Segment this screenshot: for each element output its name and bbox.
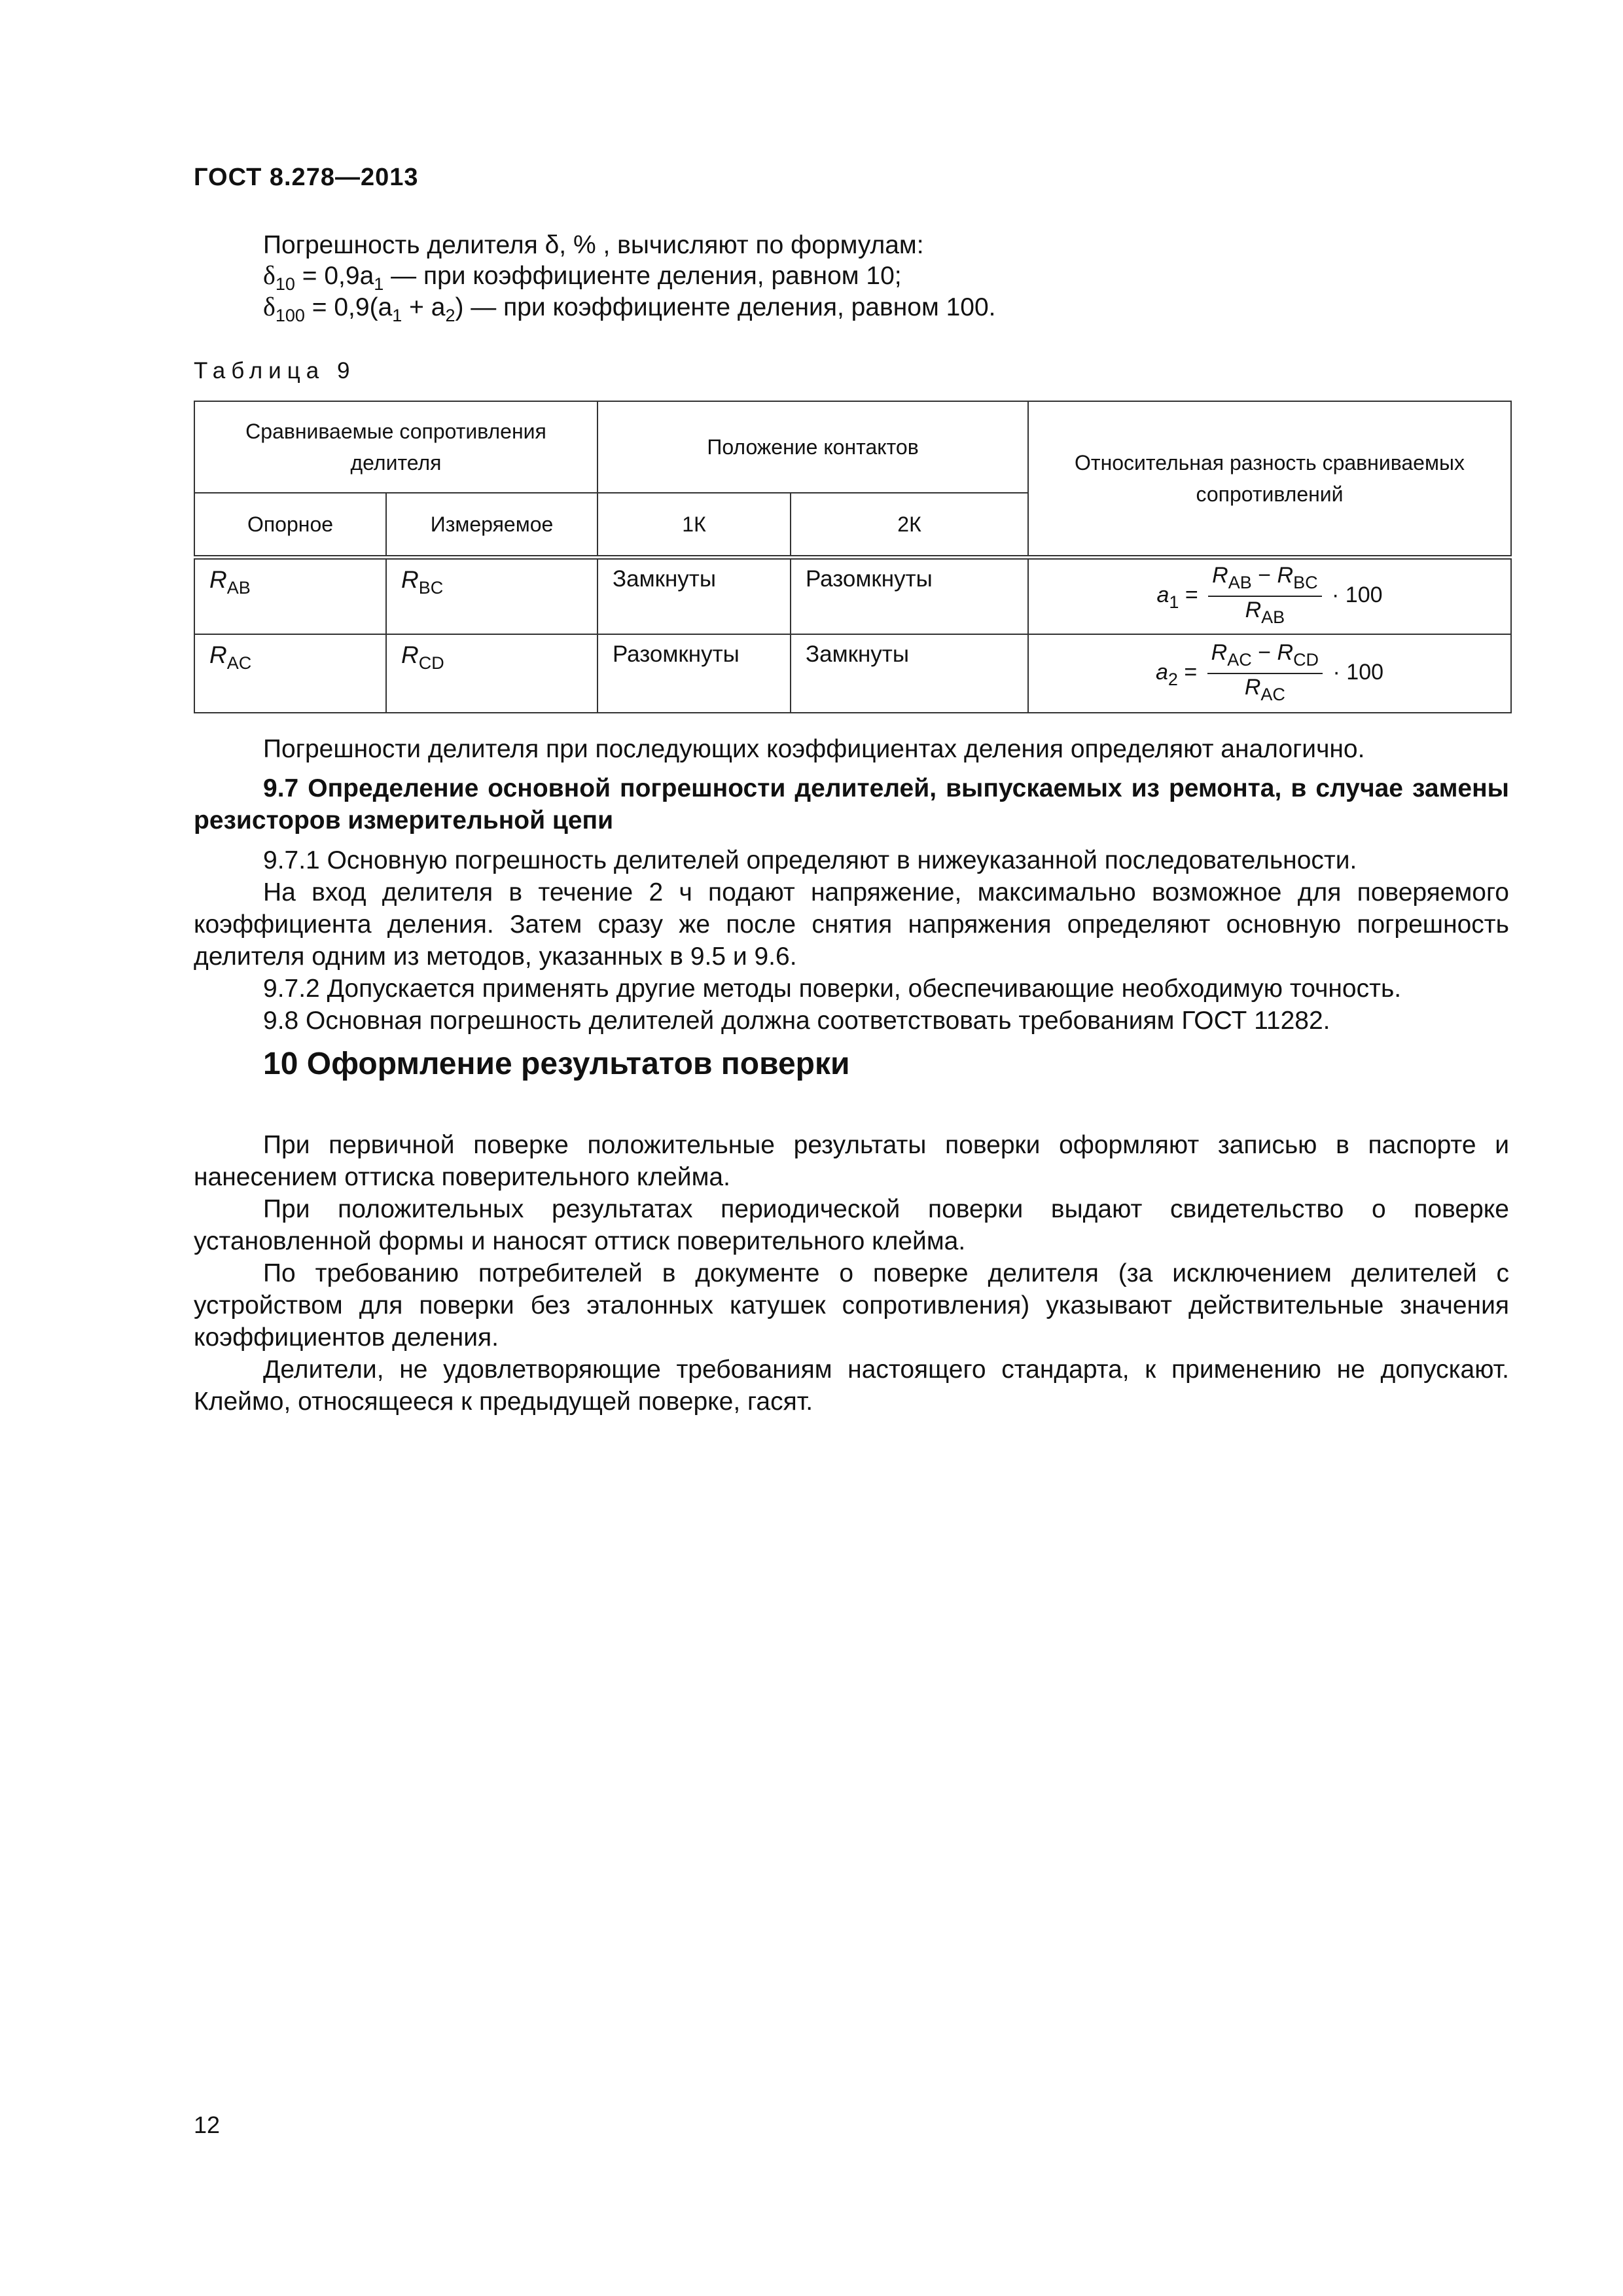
header-measured: Измеряемое	[386, 493, 597, 557]
formula-intro: Погрешность делителя δ, % , вычисляют по формулам:	[263, 231, 924, 259]
table-row	[194, 634, 1511, 713]
paragraph-9-7-1-continued: На вход делителя в течение 2 ч подают напряжение, максимально возможное для поверяемого коэффициента деления. Затем сразу же после снятия напряжения определяют основную погрешность делителя одним из методов, указанных в 9.5 и 9.6.	[194, 878, 1509, 971]
cell-2k: Замкнуты	[791, 634, 1028, 713]
header-compared: Сравниваемые сопротивления делителя	[194, 401, 597, 493]
formula-delta-100: $\delta_{100} = 0,9(a_1 + a_2)$ — при коэффициенте деления, равном 100.	[263, 292, 996, 325]
paragraph-9-7-2: 9.7.2 Допускается применять другие методы поверки, обеспечивающие необходимую точность.	[263, 975, 1402, 1003]
cell-measured: $R_{BC}$	[386, 557, 597, 634]
cell-reference: $R_{AC}$	[194, 634, 386, 713]
document-header: ГОСТ 8.278—2013	[194, 164, 419, 191]
formula-delta-10: $\delta_{10} = 0,9a_1$ — при коэффициенте деления, равном 10;	[263, 260, 902, 294]
section-10-title: 10 Оформление результатов поверки	[263, 1047, 850, 1081]
paragraph-10-primary: При первичной поверке положительные результаты поверки оформляют записью в паспорте и нанесением оттиска поверительного клейма.	[194, 1131, 1509, 1191]
paragraph-10-request: По требованию потребителей в документе о поверке делителя (за исключением делителей с устройством для поверки без эталонных катушек сопротивления) указывают действительные значения коэффициентов деления.	[194, 1259, 1509, 1352]
table-row	[194, 557, 1511, 634]
table-9	[194, 401, 1512, 713]
cell-formula-a2: $a_2$ = $\frac{R_{AC} - R_{CD}}{R_{AC}}$ · 100	[1028, 634, 1511, 713]
cell-reference: $R_{AB}$	[194, 557, 386, 634]
header-relative-difference: Относительная разность сравниваемых сопротивлений	[1028, 401, 1511, 557]
paragraph-analogous: Погрешности делителя при последующих коэффициентах деления определяют аналогично.	[263, 735, 1365, 763]
cell-formula-a1: $a_1$ = $\frac{R_{AB} - R_{BC}}{R_{AB}}$ · 100	[1028, 557, 1511, 634]
cell-1k: Замкнуты	[597, 557, 791, 634]
table-caption: Таблица 9	[194, 358, 356, 384]
page-number: 12	[194, 2111, 221, 2138]
cell-measured: $R_{CD}$	[386, 634, 597, 713]
cell-1k: Разомкнуты	[597, 634, 791, 713]
header-contacts: Положение контактов	[597, 401, 1028, 493]
section-9-7-title: 9.7 Определение основной погрешности делителей, выпускаемых из ремонта, в случае замены резисторов измерительной цепи	[194, 774, 1509, 834]
paragraph-9-8: 9.8 Основная погрешность делителей должна соответствовать требованиям ГОСТ 11282.	[263, 1007, 1330, 1035]
paragraph-9-7-1: 9.7.1 Основную погрешность делителей определяют в нижеуказанной последовательности.	[263, 846, 1357, 874]
header-2k: 2К	[791, 493, 1028, 557]
paragraph-10-rejected: Делители, не удовлетворяющие требованиям настоящего стандарта, к применению не допускают. Клеймо, относящееся к предыдущей поверке, гасят.	[194, 1355, 1509, 1416]
cell-2k: Разомкнуты	[791, 557, 1028, 634]
paragraph-10-periodic: При положительных результатах периодической поверки выдают свидетельство о поверке установленной формы и наносят оттиск поверительного клейма.	[194, 1195, 1509, 1255]
header-reference: Опорное	[194, 493, 386, 557]
header-1k: 1К	[597, 493, 791, 557]
